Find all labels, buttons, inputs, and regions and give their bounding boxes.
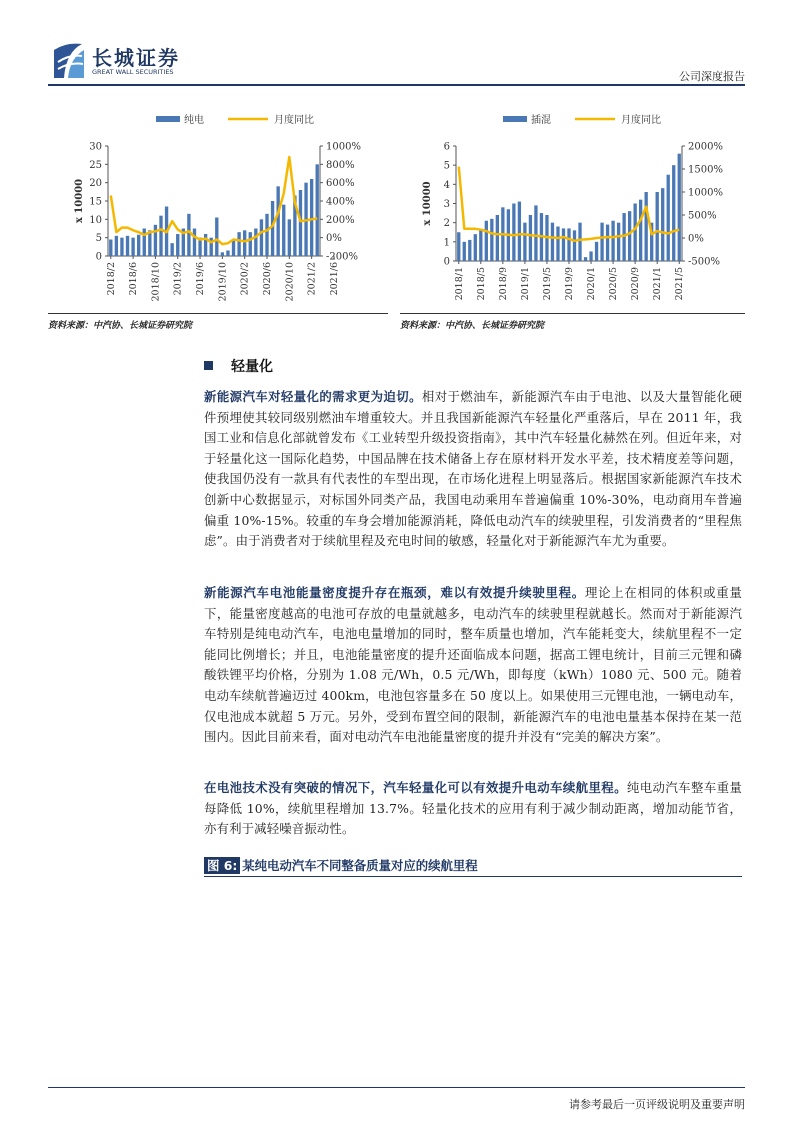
bar [232, 240, 235, 257]
x-tick-label: 2020/1 [586, 267, 598, 301]
bar [633, 204, 636, 262]
x-tick-label: 2020/10 [284, 262, 296, 302]
bar [672, 165, 675, 261]
legend-line-label: 月度同比 [621, 115, 661, 126]
x-tick-label: 2018/5 [475, 267, 487, 301]
chart-source-left: 资料来源：中汽协、长城证券研究院 [48, 321, 193, 331]
bar [523, 223, 526, 261]
y-tick-label-right: 0% [326, 233, 342, 245]
y-tick-label-right: 200% [326, 214, 355, 226]
x-tick-label: 2018/6 [128, 262, 140, 296]
y-tick-label-right: 1000% [688, 187, 723, 199]
bar [606, 225, 609, 261]
bar [120, 238, 123, 256]
figure-rule [204, 876, 742, 877]
bar [265, 214, 268, 256]
legend-bar-label: 纯电 [184, 115, 204, 126]
y-tick-label-right: 400% [326, 196, 355, 208]
bar [282, 205, 285, 256]
footer-rule [48, 1087, 745, 1088]
bar [573, 230, 576, 261]
source-rule-left [48, 313, 388, 314]
bar [254, 229, 257, 257]
y-tick-label-right: -200% [326, 251, 358, 263]
bar [645, 192, 648, 261]
bar [656, 192, 659, 261]
y-tick-label-left: 4 [443, 179, 450, 191]
x-tick-label: 2020/5 [608, 267, 620, 301]
y-tick-label-left: 30 [89, 141, 102, 153]
y-tick-label-right: 800% [326, 159, 355, 171]
paragraph-2-body: 理论上在相同的体积或重量下，能量密度越高的电池可存放的电量就越多，电动汽车的续驶里程就越长。然而对于新能源汽车特别是纯电动汽车，电池电量增加的同时，整车质量也增加，汽车能耗变大，续航里程不一定能同比例增长；并且，电池能量密度的提升还面临成本问题，据高工锂电统计，目前三元锂和磷酸铁锂平均价格，分别为 1.08 元/Wh，0.5 元/Wh，即每度（kWh）1080 元、500 元。随着电动车续航普遍迈过 400km，电池包容量多在 50 度以上。如果使用三元锂电池，一辆电动车，仅电池成本就超 5 万元。另外，受到布置空间的限制，新能源汽车的电池电量基本保持在某一范围内。因此目前来看，面对电动汽车电池能量密度的提升并没有“完美的解决方案”。 [204, 585, 742, 745]
bar [221, 252, 224, 256]
legend-bar-swatch [156, 116, 180, 122]
bar [457, 232, 460, 261]
x-tick-label: 2020/9 [630, 267, 642, 301]
bar [611, 221, 614, 261]
bar [628, 211, 631, 261]
y-tick-label-right: 1000% [326, 141, 361, 153]
y-tick-label-right: 0% [688, 233, 704, 245]
bar [617, 223, 620, 261]
x-tick-label: 2018/2 [105, 262, 117, 296]
bar [485, 221, 488, 261]
bar [661, 188, 664, 261]
bar [170, 243, 173, 256]
bar [237, 232, 240, 256]
bar [578, 223, 581, 261]
bar [567, 228, 570, 261]
bar [600, 223, 603, 261]
y-axis-label: x 10000 [74, 178, 85, 224]
x-tick-label: 2021/6 [328, 262, 340, 296]
x-tick-label: 2018/10 [150, 262, 162, 302]
bar [115, 236, 118, 256]
x-tick-label: 2021/2 [306, 262, 318, 296]
bar [584, 257, 587, 261]
bar [288, 219, 291, 256]
figure-caption [204, 856, 478, 874]
section-bullet-icon [204, 361, 213, 370]
paragraph-1-lead: 新能源汽车对轻量化的需求更为迫切。 [204, 389, 422, 404]
chart-bev [60, 108, 390, 313]
paragraph-2 [204, 583, 742, 748]
y-tick-label-left: 0 [443, 256, 450, 268]
paragraph-3 [204, 778, 742, 840]
bar [154, 225, 157, 256]
bar [589, 251, 592, 261]
bar [137, 235, 140, 256]
y-tick-label-left: 15 [89, 196, 102, 208]
yoy-line [111, 157, 317, 244]
logo-english: GREAT WALL SECURITIES [92, 68, 174, 76]
bar [215, 218, 218, 257]
report-type: 公司深度报告 [679, 70, 745, 83]
bar [276, 186, 279, 256]
x-tick-label: 2020/2 [239, 262, 251, 296]
y-tick-label-right: 1500% [688, 164, 723, 176]
bar [639, 200, 642, 261]
logo-mark-icon [52, 40, 86, 80]
source-rule-right [400, 313, 745, 314]
bar [667, 175, 670, 261]
x-tick-label: 2020/6 [262, 262, 273, 296]
bar [534, 205, 537, 261]
bar [463, 242, 466, 261]
bar [468, 240, 471, 261]
bar [271, 201, 274, 256]
x-tick-label: 2019/5 [541, 267, 553, 301]
bar [143, 229, 146, 257]
bar [226, 251, 229, 257]
bar [678, 154, 681, 261]
bar [260, 219, 263, 256]
y-tick-label-right: 2000% [688, 141, 723, 153]
header-rule [48, 84, 745, 86]
x-tick-label: 2019/10 [217, 262, 229, 302]
bar [556, 227, 559, 262]
x-tick-label: 2019/6 [195, 262, 207, 296]
legend-line-label: 月度同比 [274, 115, 314, 126]
bar [249, 232, 252, 256]
paragraph-1 [204, 387, 742, 552]
bar [562, 228, 565, 261]
bar [316, 164, 319, 256]
chart-source-right: 资料来源：中汽协、长城证券研究院 [400, 321, 545, 331]
legend-bar-label: 插混 [531, 115, 551, 126]
y-tick-label-right: 600% [326, 178, 355, 190]
y-tick-label-left: 2 [443, 218, 450, 230]
figure-label: 图 6: [204, 857, 240, 874]
y-tick-label-left: 25 [89, 159, 102, 171]
y-tick-label-left: 5 [443, 160, 450, 172]
paragraph-1-body: 相对于燃油车，新能源汽车由于电池、以及大量智能化硬件预埋使其较同级别燃油车增重较大。并且我国新能源汽车轻量化严重落后，早在 2011 年，我国工业和信息化部就曾发布《工业转型升级投资指南》，其中汽车轻量化赫然在列。但近年来，对于轻量化这一国际化趋势，中国品牌在技术储备上存在原材料开发水平差，技术精度差等问题，使我国仍没有一款具有代表性的车型出现，在市场化进程上明显落后。根据国家新能源汽车技术创新中心数据显示，对标国外同类产品，我国电动乘用车普遍偏重 10%-30%，电动商用车普遍偏重 10%-15%。较重的车身会增加能源消耗，降低电动汽车的续驶里程，引发消费者的“里程焦虑”。由于消费者对于续航里程及充电时间的敏感，轻量化对于新能源汽车尤为重要。 [204, 389, 742, 549]
y-tick-label-left: 1 [443, 237, 450, 249]
x-tick-label: 2021/1 [652, 267, 664, 301]
bar [479, 230, 482, 261]
bar [496, 215, 499, 261]
y-tick-label-left: 0 [95, 251, 102, 263]
bar [159, 216, 162, 256]
x-tick-label: 2019/2 [172, 262, 184, 296]
paragraph-2-lead: 新能源汽车电池能量密度提升存在瓶颈，难以有效提升续驶里程。 [204, 585, 585, 600]
bar [595, 242, 598, 261]
footer-disclaimer: 请参考最后一页评级说明及重要声明 [569, 1098, 745, 1111]
bar [299, 190, 302, 256]
x-tick-label: 2021/5 [674, 267, 686, 301]
figure-title: 某纯电动汽车不同整备质量对应的续航里程 [242, 858, 478, 873]
bar [310, 179, 313, 256]
x-tick-label: 2019/1 [519, 267, 531, 301]
bar [126, 236, 129, 256]
company-logo [52, 40, 202, 80]
bar [193, 229, 196, 257]
x-tick-label: 2018/1 [453, 267, 465, 301]
bar [529, 215, 532, 261]
x-tick-label: 2019/9 [564, 267, 575, 301]
y-tick-label-left: 5 [95, 233, 102, 245]
bar [131, 238, 134, 256]
y-tick-label-right: 500% [688, 210, 717, 222]
bar [148, 230, 151, 256]
y-tick-label-left: 6 [443, 141, 450, 153]
y-axis-label: x 10000 [422, 181, 433, 226]
section-title: 轻量化 [231, 359, 273, 375]
y-tick-label-left: 3 [443, 199, 450, 210]
y-tick-label-left: 20 [89, 178, 102, 190]
bar [474, 234, 477, 261]
y-tick-label-right: -500% [688, 256, 720, 268]
bar [204, 234, 207, 256]
chart-phev [407, 108, 742, 313]
legend-bar-swatch [503, 116, 527, 122]
bar [109, 240, 112, 257]
bar [176, 234, 179, 256]
bar [187, 214, 190, 256]
bar [243, 230, 246, 256]
y-tick-label-left: 10 [89, 214, 102, 226]
bar [512, 204, 515, 262]
x-tick-label: 2018/9 [497, 267, 509, 301]
bar [518, 202, 521, 261]
logo-chinese: 长城证券 [92, 46, 180, 70]
section-heading [204, 356, 273, 376]
bar [551, 223, 554, 261]
paragraph-3-lead: 在电池技术没有突破的情况下，汽车轻量化可以有效提升电动车续航里程。 [204, 780, 627, 795]
paragraph-3-body: 纯电动汽车整车重量每降低 10%，续航里程增加 13.7%。轻量化技术的应用有利于减少制动距离，增加动能节省，亦有利于减轻噪音振动性。 [204, 780, 742, 837]
bar [490, 219, 493, 261]
